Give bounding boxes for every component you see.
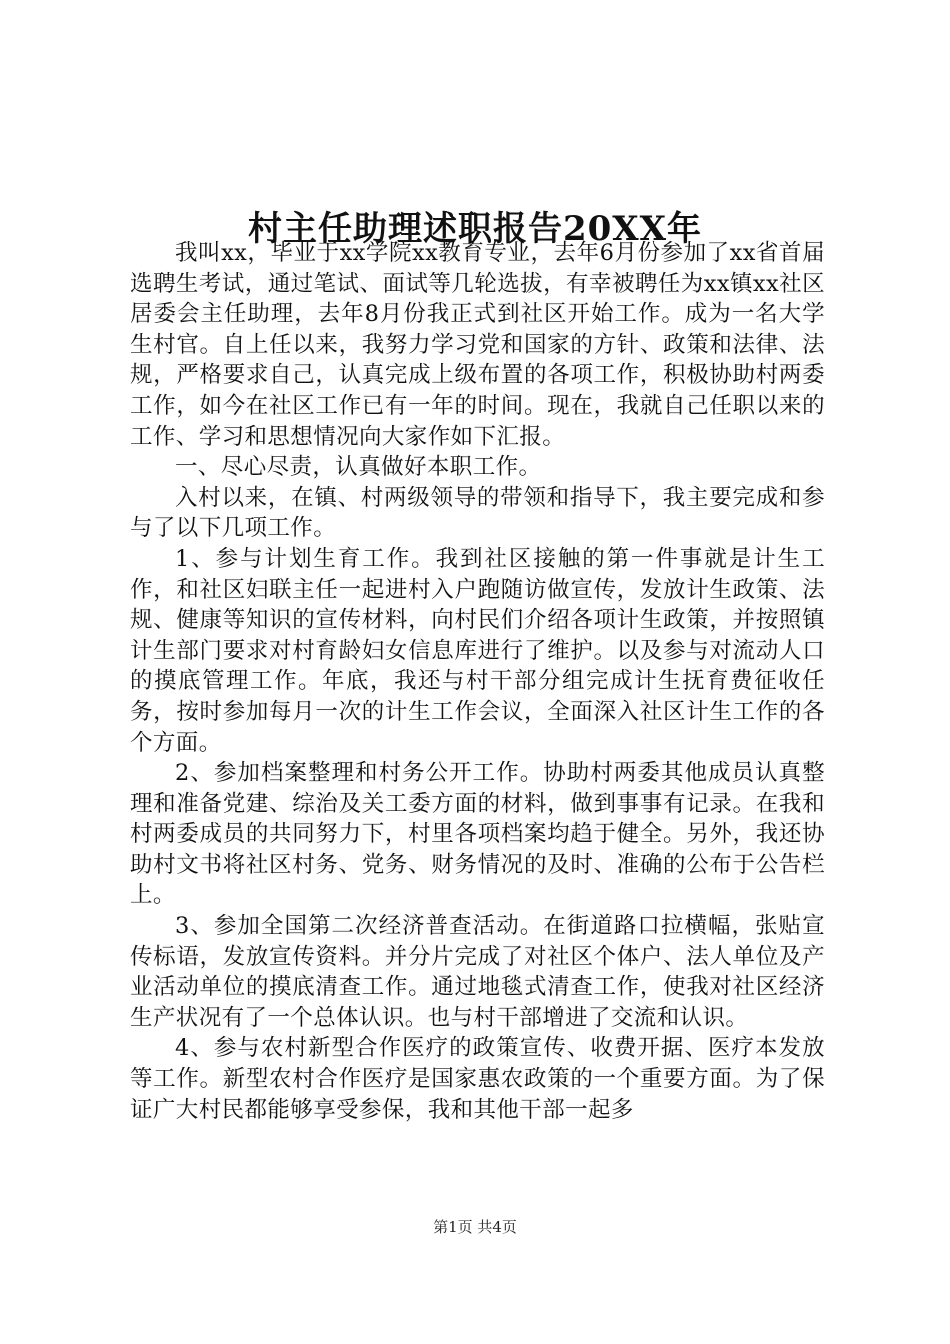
paragraph-section-heading: 一、尽心尽责，认真做好本职工作。 [175,454,542,481]
paragraph-overview: 入村以来，在镇、村两级领导的带领和指导下，我主要完成和参与了以下几项工作。 [130,484,825,542]
paragraph-item-1: 1、参与计划生育工作。我到社区接触的第一件事就是计生工作，和社区妇联主任一起进村入户跑随访做宣传，发放计生政策、法规、健康等知识的宣传材料，向村民们介绍各项计生政策，并按照镇计生部门要求对村育龄妇女信息库进行了维护。以及参与对流动人口的摸底管理工作。年底，我还与村干部分组完成计生抚育费征收任务，按时参加每月一次的计生工作会议，全面深入社区计生工作的各个方面。 [130,545,825,756]
paragraph-item-2: 2、参加档案整理和村务公开工作。协助村两委其他成员认真整理和准备党建、综治及关工委方面的材料，做到事事有记录。在我和村两委成员的共同努力下，村里各项档案均趋于健全。另外，我还协助村文书将社区村务、党务、财务情况的及时、准确的公布于公告栏上。 [130,760,825,909]
page-number-footer: 第1页 共4页 [433,1218,517,1236]
paragraph-intro: 我叫xx，毕业于xx学院xx教育专业，去年6月份参加了xx省首届选聘生考试，通过笔试、面试等几轮选拔，有幸被聘任为xx镇xx社区居委会主任助理，去年8月份我正式到社区开始工作。成为一名大学生村官。自上任以来，我努力学习党和国家的方针、政策和法律、法规，严格要求自己，认真完成上级布置的各项工作，积极协助村两委工作，如今在社区工作已有一年的时间。现在，我就自己任职以来的工作、学习和思想情况向大家作如下汇报。 [130,240,825,450]
paragraph-item-4: 4、参与农村新型合作医疗的政策宣传、收费开据、医疗本发放等工作。新型农村合作医疗是国家惠农政策的一个重要方面。为了保证广大村民都能够享受参保，我和其他干部一起多 [130,1035,825,1123]
paragraph-item-3: 3、参加全国第二次经济普查活动。在街道路口拉横幅，张贴宣传标语，发放宣传资料。并分片完成了对社区个体户、法人单位及产业活动单位的摸底清查工作。通过地毯式清查工作，使我对社区经济生产状况有了一个总体认识。也与村干部增进了交流和认识。 [130,913,825,1031]
document-title: 村主任助理述职报告20XX年 [247,208,703,249]
document-body [130,238,825,1125]
